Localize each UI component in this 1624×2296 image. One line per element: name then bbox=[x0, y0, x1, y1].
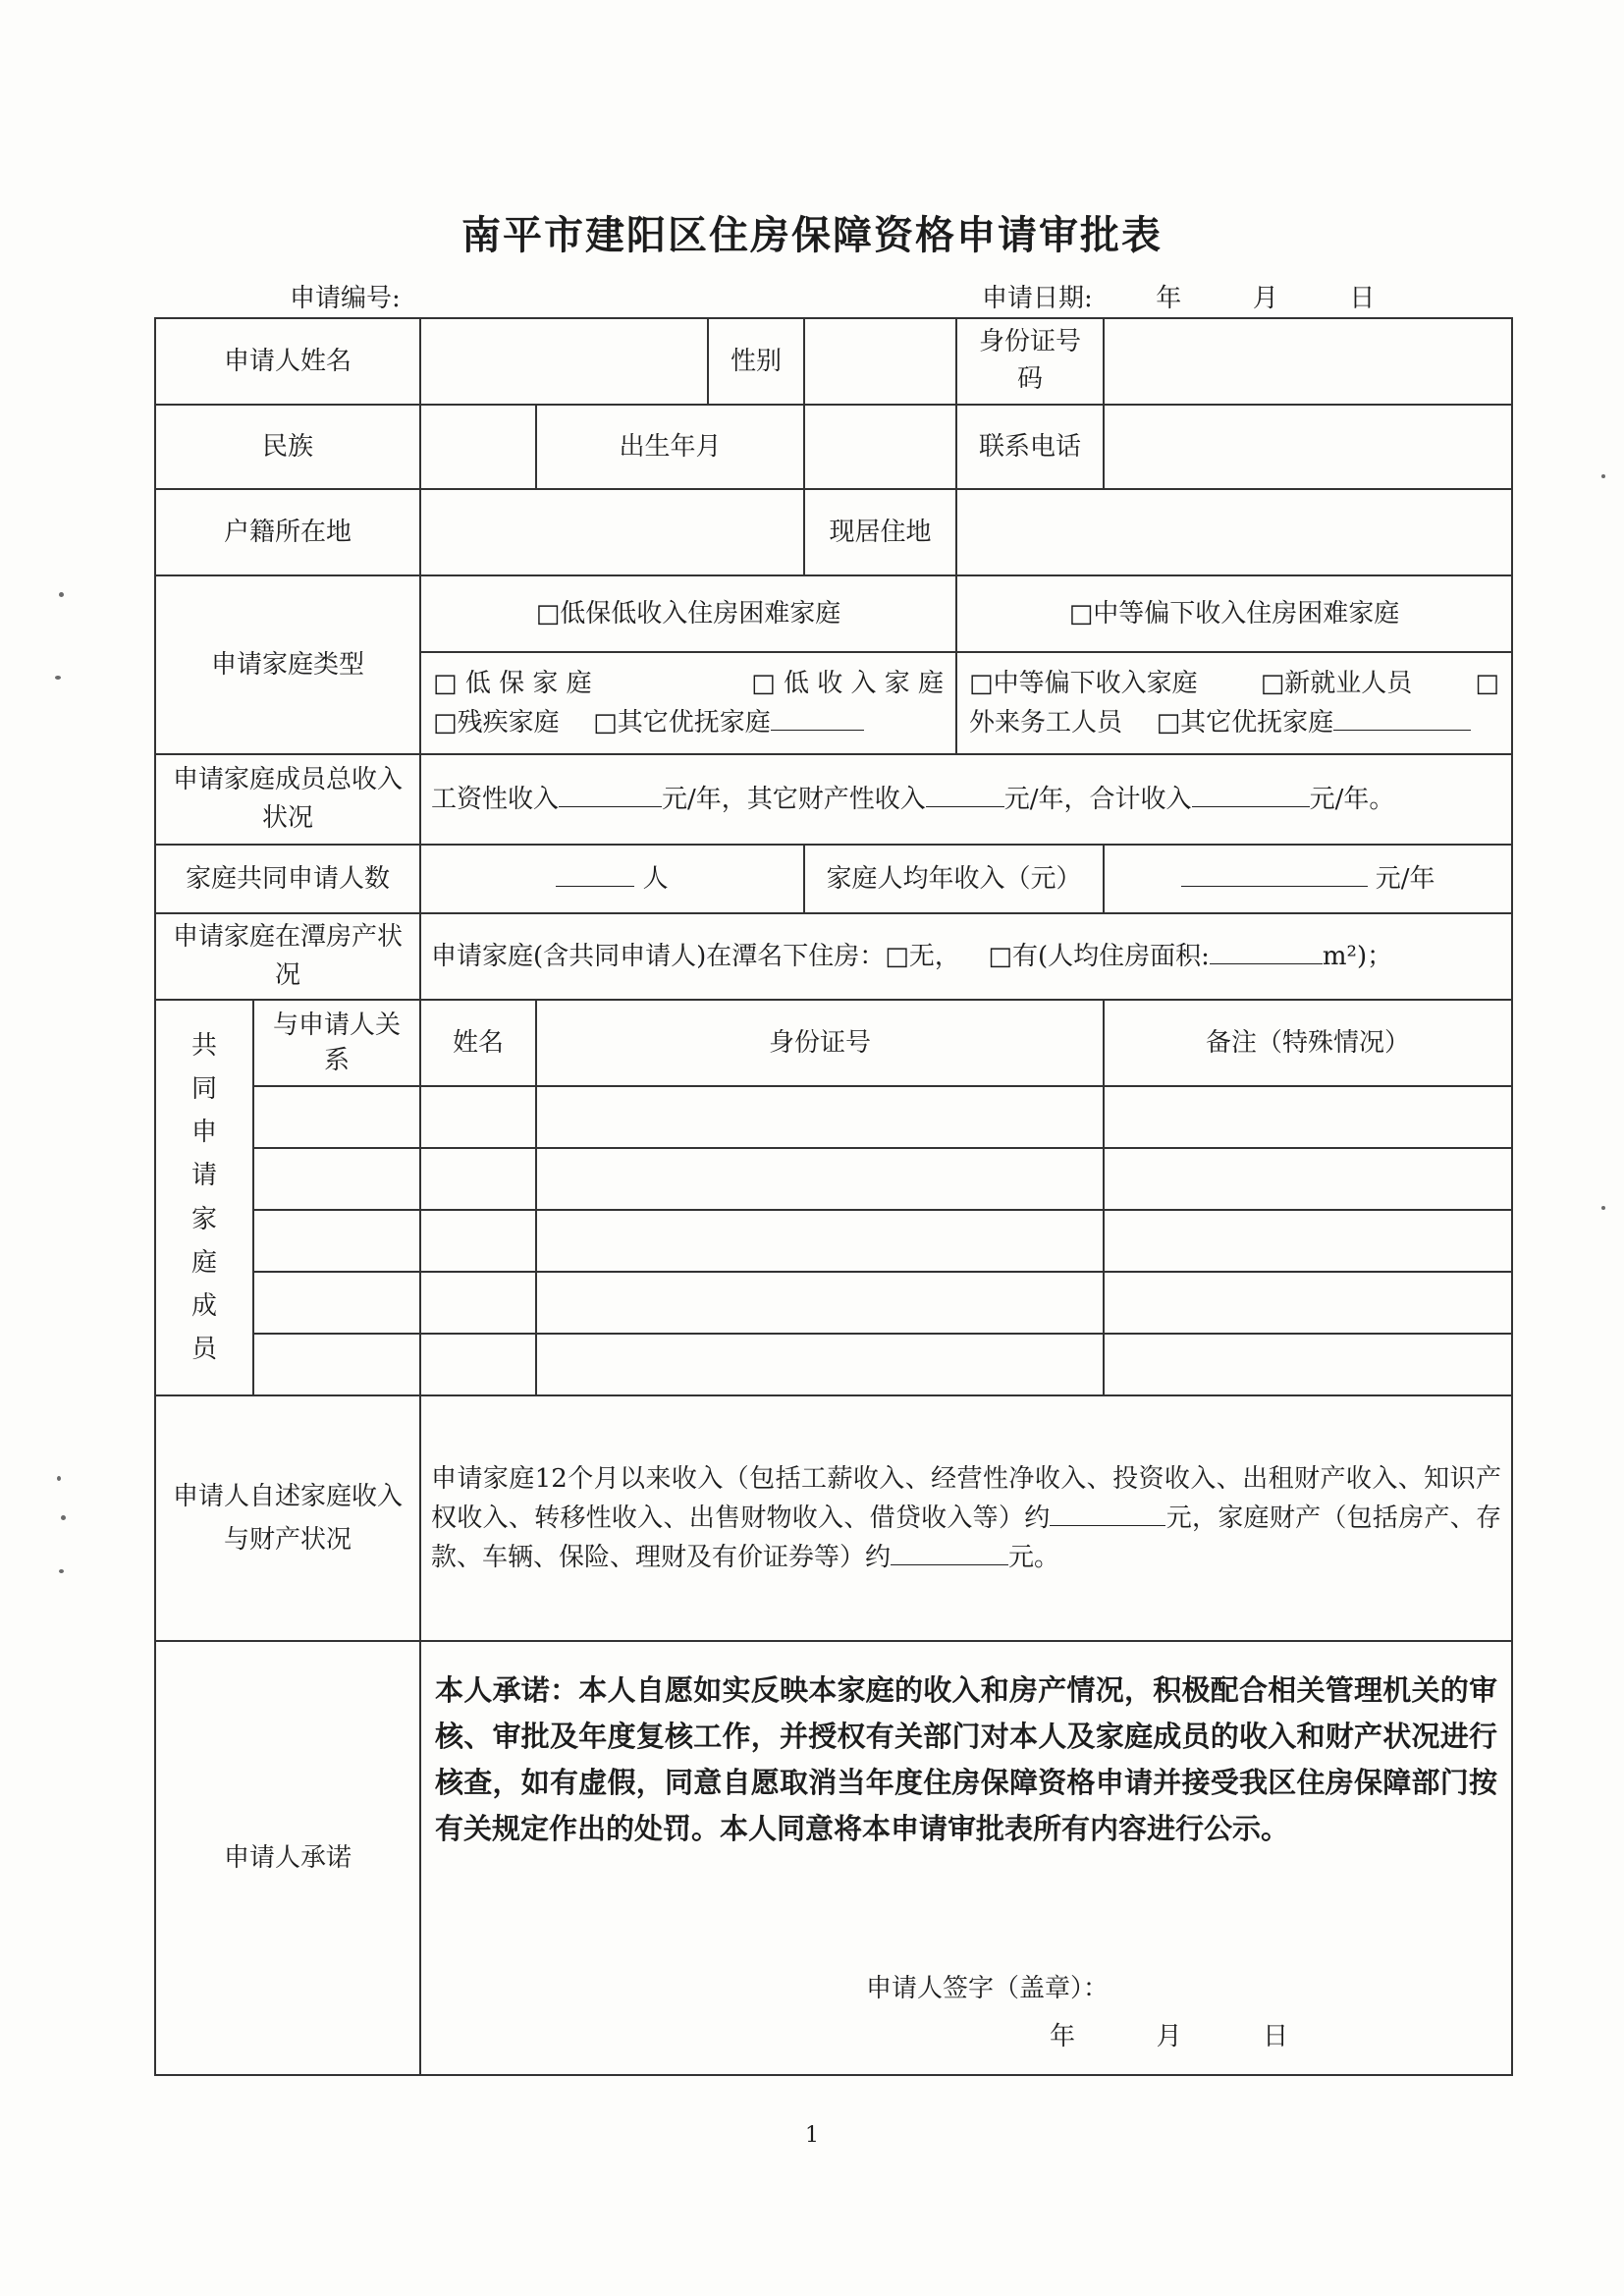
member-id-cell[interactable] bbox=[536, 1148, 1104, 1210]
row-co-applicants bbox=[155, 845, 1512, 913]
housing-has-option[interactable]: □有(人均住房面积: bbox=[988, 941, 1210, 971]
self-report-label: 申请人自述家庭收入与财产状况 bbox=[155, 1395, 420, 1641]
phone-label: 联系电话 bbox=[956, 405, 1104, 489]
member-row bbox=[155, 1148, 1512, 1210]
member-name-cell[interactable] bbox=[420, 1148, 536, 1210]
relation-header: 与申请人关系 bbox=[253, 1000, 420, 1086]
self-report-text-3: 元。 bbox=[1008, 1543, 1060, 1573]
member-name-header: 姓名 bbox=[420, 1000, 536, 1086]
low-income-category[interactable]: □低保低收入住房困难家庭 bbox=[420, 575, 956, 652]
birth-date-field[interactable] bbox=[804, 405, 956, 489]
total-income-label: 申请家庭成员总收入状况 bbox=[155, 754, 420, 845]
avg-income-blank[interactable] bbox=[1181, 864, 1368, 887]
member-id-header: 身份证号 bbox=[536, 1000, 1104, 1086]
date-year: 年 bbox=[1156, 284, 1182, 313]
application-date-label: 申请日期: bbox=[982, 284, 1093, 313]
row-housing bbox=[155, 913, 1512, 1000]
sum-income-label: 元/年，合计收入 bbox=[1003, 784, 1192, 814]
member-name-cell[interactable] bbox=[420, 1272, 536, 1334]
form-title: 南平市建阳区住房保障资格申请审批表 bbox=[461, 213, 1163, 258]
member-remark-cell[interactable] bbox=[1104, 1148, 1512, 1210]
self-report-assets-blank[interactable] bbox=[891, 1543, 1008, 1565]
member-id-cell[interactable] bbox=[536, 1210, 1104, 1272]
signature-month: 月 bbox=[1156, 2022, 1182, 2051]
signature-year: 年 bbox=[1050, 2022, 1076, 2051]
option-new-employee[interactable]: □新就业人员 bbox=[1260, 668, 1413, 698]
row-hukou bbox=[155, 489, 1512, 575]
self-report-field bbox=[420, 1395, 1512, 1641]
residence-field[interactable] bbox=[956, 489, 1512, 575]
page-number: 1 bbox=[805, 2123, 819, 2148]
scan-speck bbox=[59, 1569, 64, 1573]
option-mid-other-preferential-family[interactable]: □其它优抚家庭 bbox=[1156, 708, 1334, 738]
gender-label: 性别 bbox=[708, 318, 804, 405]
member-relation-cell[interactable] bbox=[253, 1272, 420, 1334]
ethnicity-field[interactable] bbox=[420, 405, 536, 489]
total-income-field bbox=[420, 754, 1512, 845]
signature-date bbox=[1050, 2017, 1288, 2056]
option-dibao-family[interactable]: □ 低 保 家 庭 bbox=[433, 668, 592, 698]
option-disabled-family[interactable]: □残疾家庭 bbox=[433, 708, 560, 738]
sum-income-unit: 元/年。 bbox=[1309, 784, 1395, 814]
member-remark-cell[interactable] bbox=[1104, 1272, 1512, 1334]
middle-income-options bbox=[956, 652, 1512, 754]
option-migrant-worker: 外来务工人员 bbox=[969, 708, 1123, 738]
application-form-table bbox=[154, 317, 1513, 2076]
scan-speck bbox=[61, 1515, 66, 1520]
member-remark-cell[interactable] bbox=[1104, 1210, 1512, 1272]
signature-day: 日 bbox=[1263, 2022, 1289, 2051]
mid-other-family-blank[interactable] bbox=[1333, 708, 1471, 731]
option-other-preferential-family[interactable]: □其它优抚家庭 bbox=[593, 708, 771, 738]
phone-field[interactable] bbox=[1104, 405, 1512, 489]
date-day: 日 bbox=[1349, 284, 1376, 313]
option-low-income-family[interactable]: □ 低 收 入 家 庭 bbox=[751, 668, 945, 698]
promise-text: 本人承诺：本人自愿如实反映本家庭的收入和房产情况，积极配合相关管理机关的审核、审批及年度复核工作，并授权有关部门对本人及家庭成员的收入和财产状况进行核查，如有虚假，同意自愿取消当年度住房保障资格申请并接受我区住房保障部门按有关规定作出的处罚。本人同意将本申请审批表所有内容进行公示。 bbox=[435, 1673, 1498, 1845]
hukou-field[interactable] bbox=[420, 489, 804, 575]
residence-label: 现居住地 bbox=[804, 489, 956, 575]
member-name-cell[interactable] bbox=[420, 1334, 536, 1395]
row-applicant-name bbox=[155, 318, 1512, 405]
co-members-label bbox=[155, 1000, 253, 1395]
member-remark-cell[interactable] bbox=[1104, 1086, 1512, 1148]
application-number-label: 申请编号: bbox=[290, 284, 401, 313]
member-relation-cell[interactable] bbox=[253, 1334, 420, 1395]
scan-speck bbox=[1601, 474, 1605, 478]
housing-status-field bbox=[420, 913, 1512, 1000]
co-applicant-count-unit: 人 bbox=[642, 863, 669, 894]
scan-speck bbox=[55, 676, 61, 680]
scan-speck bbox=[1601, 1206, 1605, 1210]
member-relation-cell[interactable] bbox=[253, 1086, 420, 1148]
housing-area-unit: m²)； bbox=[1322, 941, 1393, 971]
member-id-cell[interactable] bbox=[536, 1272, 1104, 1334]
ethnicity-label: 民族 bbox=[155, 405, 420, 489]
birth-date-label: 出生年月 bbox=[536, 405, 804, 489]
row-members-header bbox=[155, 1000, 1512, 1086]
date-month: 月 bbox=[1252, 284, 1278, 313]
row-family-type-headers bbox=[155, 575, 1512, 652]
member-name-cell[interactable] bbox=[420, 1086, 536, 1148]
member-relation-cell[interactable] bbox=[253, 1148, 420, 1210]
family-type-label: 申请家庭类型 bbox=[155, 575, 420, 754]
avg-income-label: 家庭人均年收入（元） bbox=[804, 845, 1104, 913]
member-row bbox=[155, 1272, 1512, 1334]
self-report-text-2: 元，家庭财产（包括房产、存款、车辆、保险、理财及有价证券等）约 bbox=[431, 1503, 1501, 1573]
promise-label: 申请人承诺 bbox=[155, 1641, 420, 2075]
co-applicant-count-blank[interactable] bbox=[556, 864, 634, 887]
signature-label[interactable]: 申请人签字（盖章）： bbox=[866, 1974, 1110, 2003]
id-number-label: 身份证号码 bbox=[956, 318, 1104, 405]
applicant-name-label: 申请人姓名 bbox=[155, 318, 420, 405]
self-report-text-1: 申请家庭12个月以来收入（包括工薪收入、经营性净收入、投资收入、出租财产收入、知识产权收入、转移性收入、出售财物收入、借贷收入等）约 bbox=[431, 1463, 1502, 1533]
middle-income-category[interactable]: □中等偏下收入住房困难家庭 bbox=[956, 575, 1512, 652]
gender-field[interactable] bbox=[804, 318, 956, 405]
other-family-blank[interactable] bbox=[771, 708, 864, 731]
row-total-income bbox=[155, 754, 1512, 845]
promise-content bbox=[421, 1642, 1511, 2072]
option-migrant-checkbox[interactable]: □ bbox=[1475, 668, 1499, 698]
row-promise bbox=[155, 1641, 1512, 2075]
low-income-options bbox=[420, 652, 956, 754]
member-name-cell[interactable] bbox=[420, 1210, 536, 1272]
co-members-label-text: 共同申请家庭成员 bbox=[190, 1030, 217, 1365]
wage-income-label: 工资性收入 bbox=[431, 784, 560, 814]
self-report-income-blank[interactable] bbox=[1050, 1503, 1165, 1526]
applicant-name-field[interactable] bbox=[420, 318, 708, 405]
wage-income-blank[interactable] bbox=[559, 785, 662, 807]
avg-income-field bbox=[1104, 845, 1512, 913]
member-relation-cell[interactable] bbox=[253, 1210, 420, 1272]
row-ethnicity bbox=[155, 405, 1512, 489]
avg-income-unit: 元/年 bbox=[1375, 863, 1435, 894]
member-row bbox=[155, 1334, 1512, 1395]
co-applicant-count-field bbox=[420, 845, 804, 913]
member-remark-cell[interactable] bbox=[1104, 1334, 1512, 1395]
member-row bbox=[155, 1210, 1512, 1272]
scan-speck bbox=[59, 592, 64, 597]
application-date bbox=[982, 278, 1375, 314]
member-row bbox=[155, 1086, 1512, 1148]
row-self-report bbox=[155, 1395, 1512, 1641]
sum-income-blank[interactable] bbox=[1192, 785, 1310, 807]
option-middle-low-income-family[interactable]: □中等偏下收入家庭 bbox=[969, 668, 1198, 698]
housing-status-label: 申请家庭在潭房产状况 bbox=[155, 913, 420, 1000]
member-id-cell[interactable] bbox=[536, 1086, 1104, 1148]
member-remark-header: 备注（特殊情况） bbox=[1104, 1000, 1512, 1086]
member-id-cell[interactable] bbox=[536, 1334, 1104, 1395]
id-number-field[interactable] bbox=[1104, 318, 1512, 405]
promise-field bbox=[420, 1641, 1512, 2075]
other-income-blank[interactable] bbox=[926, 785, 1004, 807]
scan-speck bbox=[57, 1476, 61, 1481]
housing-none-option[interactable]: 申请家庭(含共同申请人)在潭名下住房：□无， bbox=[431, 941, 960, 971]
hukou-label: 户籍所在地 bbox=[155, 489, 420, 575]
co-applicant-count-label: 家庭共同申请人数 bbox=[155, 845, 420, 913]
other-income-label: 元/年，其它财产性收入 bbox=[662, 784, 926, 814]
housing-area-blank[interactable] bbox=[1210, 942, 1323, 964]
